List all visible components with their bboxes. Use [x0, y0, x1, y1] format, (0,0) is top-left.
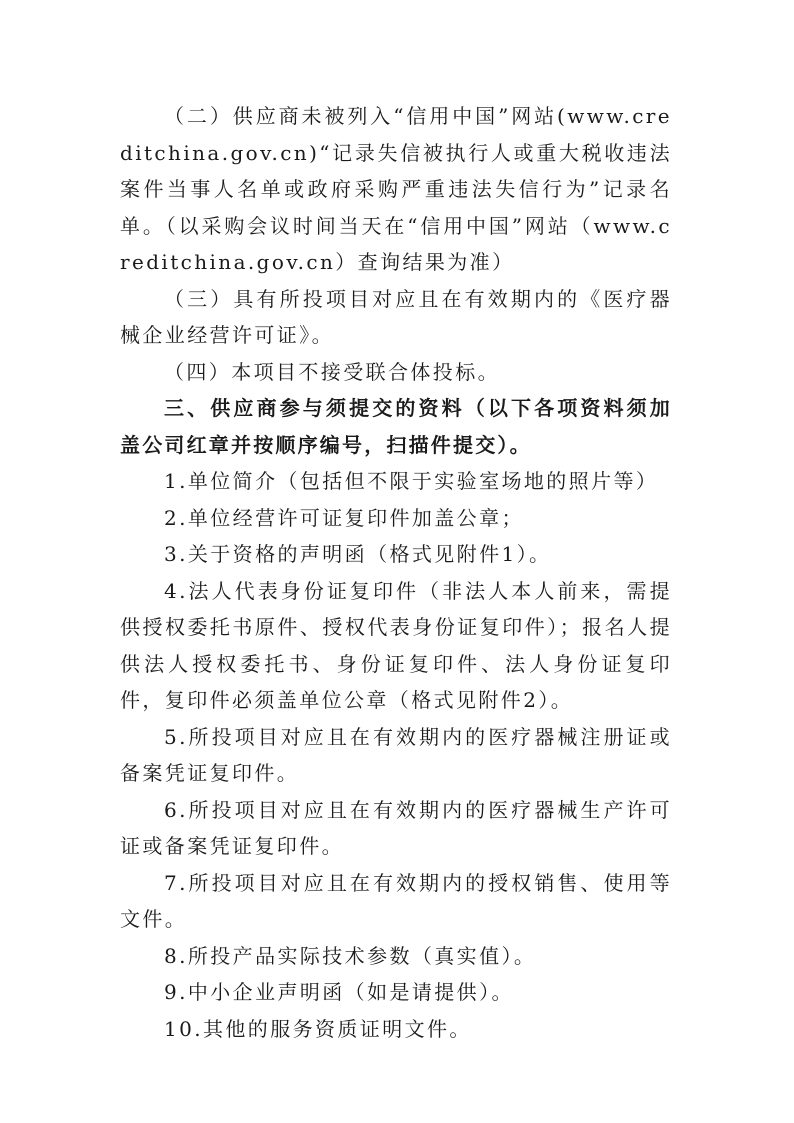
clause-4-no-consortium: （四）本项目不接受联合体投标。	[164, 359, 500, 384]
clause-2-credit-check: （二）供应商未被列入“信用中国”网站(www.creditchina.gov.cn)“记录失信被执行人或重大税收违法案件当事人名单或政府采购严重违法失信行为”记录名单。（以采购会议时间当天在“信用中国”网站（www.creditchina.gov.cn）查询结果为准）	[120, 104, 672, 274]
list-item: 3.关于资格的声明函（格式见附件1）。	[164, 542, 552, 566]
list-item: 9.中小企业声明函（如是请提供）。	[164, 980, 514, 1004]
list-item: 8.所投产品实际技术参数（真实值）。	[164, 943, 537, 968]
list-item: 10.其他的服务资质证明文件。	[164, 1016, 472, 1041]
list-item: 7.所投项目对应且在有效期内的授权销售、使用等文件。	[120, 870, 672, 931]
clause-3-license: （三）具有所投项目对应且在有效期内的《医疗器械企业经营许可证》。	[120, 286, 672, 347]
list-item: 1.单位简介（包括但不限于实验室场地的照片等）	[164, 469, 659, 493]
section-heading: 三、供应商参与须提交的资料（以下各项资料须加盖公司红章并按顺序编号，扫描件提交）。	[120, 396, 672, 457]
list-item: 5.所投项目对应且在有效期内的医疗器械注册证或备案凭证复印件。	[120, 724, 672, 785]
list-item: 2.单位经营许可证复印件加盖公章；	[164, 505, 524, 530]
document-body	[120, 98, 672, 1047]
list-item: 6.所投项目对应且在有效期内的医疗器械生产许可证或备案凭证复印件。	[120, 797, 672, 858]
list-item: 4.法人代表身份证复印件（非法人本人前来，需提供授权委托书原件、授权代表身份证复印件）；报名人提供法人授权委托书、身份证复印件、法人身份证复印件，复印件必须盖单位公章（格式见附件2）。	[120, 578, 672, 712]
